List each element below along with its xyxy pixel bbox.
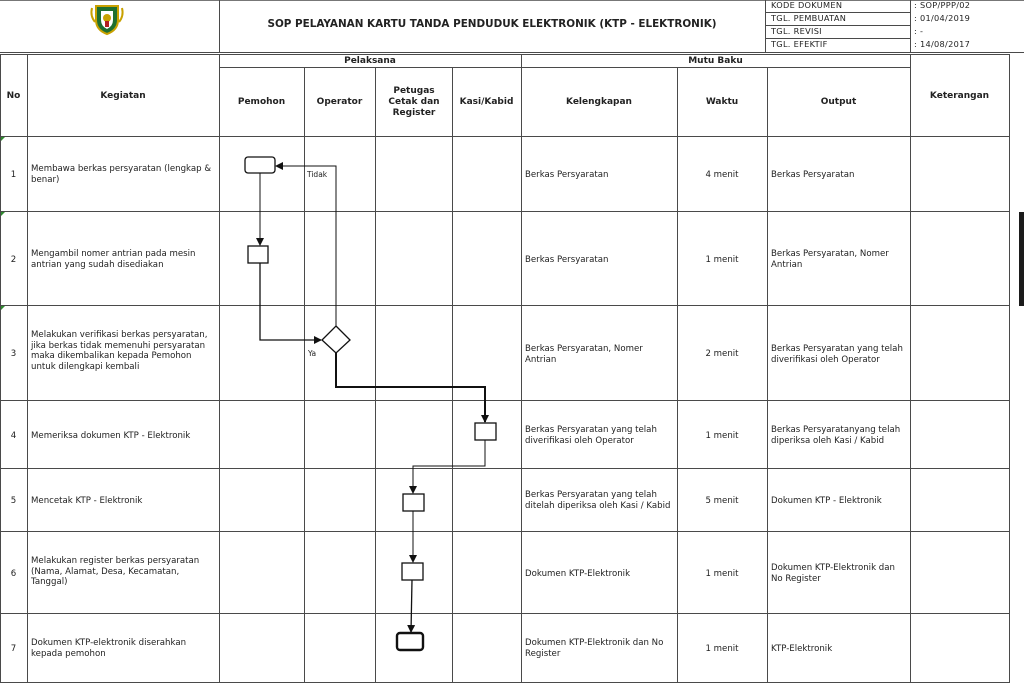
row-waktu: 1 menit — [705, 569, 739, 579]
header-kasi: Kasi/Kabid — [459, 97, 514, 107]
row-kegiatan: Mencetak KTP - Elektronik — [31, 496, 143, 506]
row-kelengkapan: Berkas Persyaratan, Nomer Antrian — [525, 344, 643, 365]
header-no: No — [6, 91, 21, 101]
decision-diamond — [322, 326, 350, 353]
label-ya: Ya — [308, 349, 317, 358]
row-kegiatan: Dokumen KTP-elektronik diserahkan kepada pemohon — [31, 638, 187, 659]
connector-ya — [336, 353, 485, 422]
row-kelengkapan: Berkas Persyaratan — [525, 170, 609, 180]
header-waktu: Waktu — [705, 97, 739, 107]
connector-tidak — [276, 166, 336, 326]
header-pemohon: Pemohon — [237, 97, 286, 107]
header-petugas: Petugas Cetak dan Register — [388, 86, 440, 118]
meta-value: : 14/08/2017 — [914, 39, 971, 49]
header-keterangan: Keterangan — [929, 91, 990, 101]
header-mutu-baku: Mutu Baku — [688, 56, 743, 66]
process-box-step-5 — [403, 494, 424, 511]
row-kelengkapan: Dokumen KTP-Elektronik dan No Register — [525, 638, 664, 659]
row-kelengkapan: Berkas Persyaratan — [525, 255, 609, 265]
meta-label: TGL. EFEKTIF — [771, 39, 828, 49]
row-number: 4 — [10, 431, 17, 441]
row-waktu: 1 menit — [705, 644, 739, 654]
row-number: 5 — [10, 496, 17, 506]
row-output: Berkas Persyaratan, Nomer Antrian — [771, 249, 889, 270]
row-waktu: 1 menit — [705, 255, 739, 265]
row-kegiatan: Mengambil nomer antrian pada mesin antrian yang sudah disediakan — [31, 249, 196, 270]
header-output: Output — [820, 97, 857, 107]
meta-label: TGL. REVISI — [771, 26, 822, 36]
start-terminator — [245, 157, 275, 173]
row-kegiatan: Melakukan verifikasi berkas persyaratan, jika berkas tidak memenuhi persyaratan maka dikembalikan kepada Pemohon untuk dilengkapi kembali — [31, 330, 208, 372]
header-kegiatan: Kegiatan — [100, 91, 146, 101]
row-waktu: 2 menit — [705, 349, 739, 359]
header-pelaksana: Pelaksana — [344, 56, 396, 66]
meta-value: : SOP/PPP/02 — [914, 0, 971, 10]
row-output: Berkas Persyaratan yang telah diverifikasi oleh Operator — [771, 344, 903, 365]
row-number: 3 — [10, 349, 17, 359]
document-title: SOP PELAYANAN KARTU TANDA PENDUDUK ELEKTRONIK (KTP - ELEKTRONIK) — [267, 18, 717, 30]
row-kelengkapan: Berkas Persyaratan yang telah diverifikasi oleh Operator — [525, 425, 657, 446]
row-waktu: 4 menit — [705, 170, 739, 180]
row-number: 7 — [10, 644, 17, 654]
row-kelengkapan: Dokumen KTP-Elektronik — [525, 569, 631, 579]
process-box-step-2 — [248, 246, 268, 263]
row-kegiatan: Melakukan register berkas persyaratan (Nama, Alamat, Desa, Kecamatan, Tanggal) — [31, 556, 200, 587]
process-box-step-4 — [475, 423, 496, 440]
row-kelengkapan: Berkas Persyaratan yang telah ditelah diperiksa oleh Kasi / Kabid — [525, 490, 671, 511]
label-tidak: Tidak — [307, 170, 328, 179]
row-output: Dokumen KTP-Elektronik dan No Register — [771, 563, 895, 584]
row-waktu: 5 menit — [705, 496, 739, 506]
row-number: 1 — [10, 170, 17, 180]
meta-label: KODE DOKUMEN — [771, 0, 843, 10]
row-waktu: 1 menit — [705, 431, 739, 441]
row-output: Berkas Persyaratanyang telah diperiksa oleh Kasi / Kabid — [771, 425, 901, 446]
row-output: Berkas Persyaratan — [771, 170, 855, 180]
connector-4-5 — [413, 440, 485, 493]
meta-value: : 01/04/2019 — [914, 13, 971, 23]
row-output: KTP-Elektronik — [771, 644, 833, 654]
header-operator: Operator — [316, 97, 363, 107]
row-output: Dokumen KTP - Elektronik — [771, 496, 882, 506]
row-kegiatan: Memeriksa dokumen KTP - Elektronik — [31, 431, 191, 441]
header-kelengkapan: Kelengkapan — [566, 97, 632, 107]
meta-value: : - — [914, 26, 924, 36]
row-number: 2 — [10, 255, 17, 265]
end-terminator — [397, 633, 423, 650]
process-box-step-6 — [402, 563, 423, 580]
row-kegiatan: Membawa berkas persyaratan (lengkap & benar) — [31, 164, 212, 185]
row-number: 6 — [10, 569, 17, 579]
connector-2-3 — [260, 263, 321, 340]
connector-6-7 — [411, 580, 412, 632]
meta-label: TGL. PEMBUATAN — [771, 13, 847, 23]
